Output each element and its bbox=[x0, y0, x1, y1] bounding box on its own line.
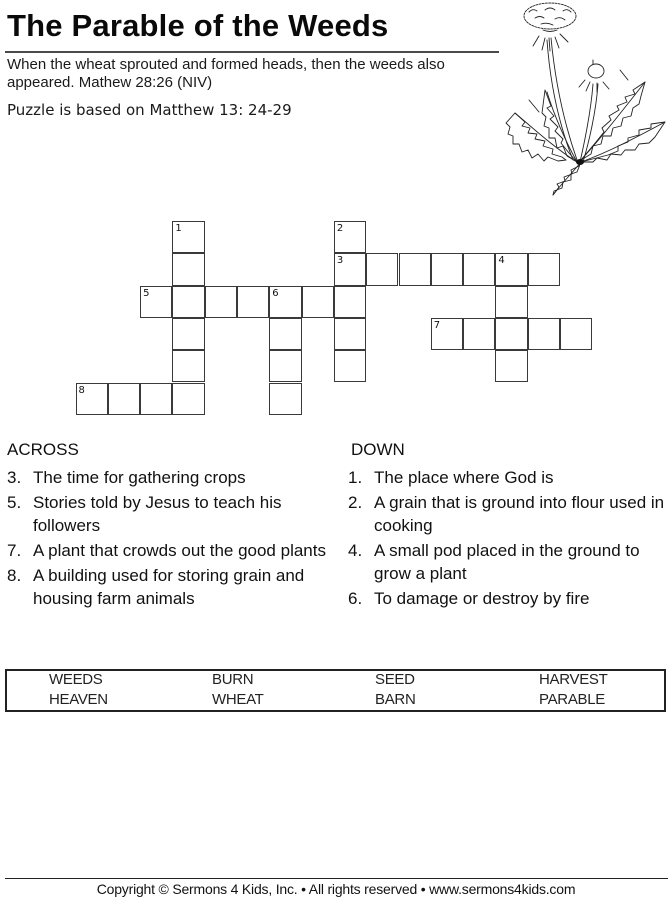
crossword-cell[interactable] bbox=[528, 253, 560, 285]
across-heading: ACROSS bbox=[7, 440, 79, 459]
crossword-cell[interactable] bbox=[140, 383, 172, 415]
clue-number: 4. bbox=[348, 541, 363, 560]
word-bank-word: HARVEST bbox=[539, 671, 608, 688]
word-bank-word: BARN bbox=[375, 691, 416, 708]
crossword-cell[interactable] bbox=[495, 318, 527, 350]
crossword-cell[interactable] bbox=[528, 318, 560, 350]
across-clue bbox=[7, 466, 337, 489]
crossword-cell[interactable] bbox=[431, 253, 463, 285]
copyright-notice: Copyright © Sermons 4 Kids, Inc. • All rights reserved • www.sermons4kids.com bbox=[96, 881, 576, 897]
puzzle-basis: Puzzle is based on Matthew 13: 24-29 bbox=[7, 101, 292, 119]
scripture-verse: When the wheat sprouted and formed heads, then the weeds also appeared. Mathew 28:26 (NIV) bbox=[7, 56, 445, 91]
clue-text: Stories told by Jesus to teach his followers bbox=[33, 493, 282, 535]
clue-text: The place where God is bbox=[374, 468, 554, 487]
across-clue bbox=[7, 491, 337, 537]
crossword-cell[interactable] bbox=[495, 253, 527, 285]
clue-text: A grain that is ground into flour used in cooking bbox=[374, 493, 665, 535]
word-bank-word: WHEAT bbox=[212, 691, 264, 708]
crossword-cell[interactable] bbox=[269, 286, 301, 318]
crossword-cell[interactable] bbox=[334, 253, 366, 285]
crossword-cell[interactable] bbox=[172, 253, 204, 285]
crossword-cell[interactable] bbox=[366, 253, 398, 285]
down-clues bbox=[348, 466, 668, 612]
crossword-cell[interactable] bbox=[108, 383, 140, 415]
clue-number: 5. bbox=[7, 493, 22, 512]
dandelion-illustration-icon bbox=[505, 0, 670, 200]
word-bank-word: PARABLE bbox=[539, 691, 605, 708]
crossword-cell[interactable] bbox=[205, 286, 237, 318]
word-bank bbox=[5, 669, 666, 712]
crossword-cell[interactable] bbox=[172, 221, 204, 253]
down-clue bbox=[348, 491, 668, 537]
word-bank-word: WEEDS bbox=[49, 671, 103, 688]
clue-number: 7. bbox=[7, 541, 22, 560]
clue-number: 3 bbox=[336, 255, 344, 267]
clue-number: 1 bbox=[175, 223, 182, 234]
crossword-cell[interactable] bbox=[431, 318, 463, 350]
clue-number: 8 bbox=[78, 384, 85, 396]
crossword-cell[interactable] bbox=[334, 221, 366, 253]
clue-text: A small pod placed in the ground to grow a plant bbox=[374, 541, 640, 583]
clue-text: A plant that crowds out the good plants bbox=[33, 541, 326, 560]
across-clue bbox=[7, 564, 337, 610]
crossword-cell[interactable] bbox=[269, 318, 301, 350]
crossword-cell[interactable] bbox=[172, 383, 204, 415]
word-bank-word: SEED bbox=[375, 671, 415, 688]
down-clue bbox=[348, 539, 668, 585]
clue-number: 8. bbox=[7, 566, 22, 585]
across-clues bbox=[7, 466, 337, 612]
crossword-cell[interactable] bbox=[463, 318, 495, 350]
clue-number: 7 bbox=[433, 319, 441, 331]
crossword-cell[interactable] bbox=[495, 286, 527, 318]
down-heading: DOWN bbox=[351, 440, 405, 459]
clue-text: The time for gathering crops bbox=[33, 468, 246, 487]
crossword-cell[interactable] bbox=[302, 286, 334, 318]
word-bank-word: BURN bbox=[212, 671, 254, 688]
crossword-cell[interactable] bbox=[334, 286, 366, 318]
crossword-cell[interactable] bbox=[172, 318, 204, 350]
clue-text: To damage or destroy by fire bbox=[374, 589, 590, 608]
clue-number: 6. bbox=[348, 589, 363, 608]
clue-number: 2 bbox=[336, 223, 344, 234]
crossword-cell[interactable] bbox=[334, 318, 366, 350]
crossword-cell[interactable] bbox=[269, 350, 301, 382]
down-clue bbox=[348, 466, 668, 489]
crossword-cell[interactable] bbox=[172, 350, 204, 382]
across-clue bbox=[7, 539, 337, 562]
clue-number: 5 bbox=[143, 287, 150, 299]
crossword-cell[interactable] bbox=[399, 253, 431, 285]
crossword-cell[interactable] bbox=[334, 350, 366, 382]
word-bank-word: HEAVEN bbox=[49, 691, 108, 708]
crossword-cell[interactable] bbox=[140, 286, 172, 318]
clue-number: 1. bbox=[348, 468, 363, 487]
crossword-cell[interactable] bbox=[76, 383, 108, 415]
clue-text: A building used for storing grain and housing farm animals bbox=[33, 566, 305, 608]
clue-number: 4 bbox=[498, 255, 505, 267]
crossword-cell[interactable] bbox=[463, 253, 495, 285]
crossword-cell[interactable] bbox=[172, 286, 204, 318]
crossword-cell[interactable] bbox=[237, 286, 269, 318]
crossword-cell[interactable] bbox=[495, 350, 527, 382]
footer-rule bbox=[5, 878, 668, 879]
title-rule bbox=[5, 51, 499, 53]
down-clue bbox=[348, 587, 668, 610]
page-title: The Parable of the Weeds bbox=[7, 8, 389, 43]
clue-number: 2. bbox=[348, 493, 363, 512]
clue-number: 3. bbox=[7, 468, 22, 487]
crossword-cell[interactable] bbox=[560, 318, 592, 350]
clue-number: 6 bbox=[272, 287, 279, 299]
crossword-cell[interactable] bbox=[269, 383, 301, 415]
